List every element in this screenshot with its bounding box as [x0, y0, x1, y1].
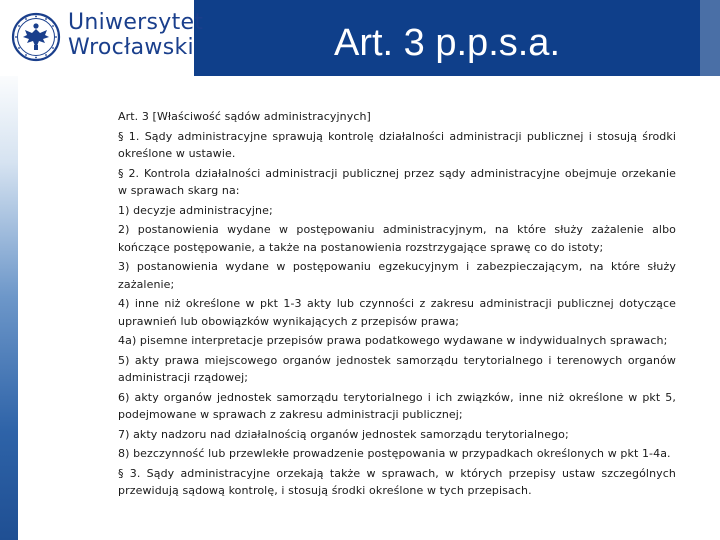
university-name-line2: Wrocławski: [68, 35, 194, 60]
paragraph-2: § 2. Kontrola działalności administracji publicznej przez sądy administracyjne obejmuje orzekanie w sprawach skarg na:: [118, 166, 676, 197]
list-item-3: 3) postanowienia wydane w postępowaniu egzekucyjnym i zabezpieczającym, na które służy zażalenie;: [118, 260, 676, 291]
list-item-1: 1) decyzje administracyjne;: [118, 203, 273, 217]
slide-title: Art. 3 p.p.s.a.: [334, 22, 560, 64]
list-item-5: 5) akty prawa miejscowego organów jednostek samorządu terytorialnego i terenowych organów administracji rządowej;: [118, 353, 676, 384]
article-heading: Art. 3 [Właściwość sądów administracyjnych]: [118, 110, 371, 123]
university-name: [68, 10, 203, 60]
list-item-2: 2) postanowienia wydane w postępowaniu administracyjnym, na które służy zażalenie albo kończące postępowanie, a także na postanowienia rozstrzygające sprawę co do istoty;: [118, 223, 676, 254]
list-item-8: 8) bezczynność lub przewlekłe prowadzenie postępowania w przypadkach określonych w pkt 1-4a.: [118, 447, 671, 460]
paragraph-1: § 1. Sądy administracyjne sprawują kontrolę działalności administracji publicznej i stosują środki określone w ustawie.: [118, 129, 676, 160]
list-item-4a: 4a) pisemne interpretacje przepisów prawa podatkowego wydawane w indywidualnych sprawach;: [118, 334, 668, 347]
header-right-edge: [700, 0, 720, 76]
list-item-4: 4) inne niż określone w pkt 1-3 akty lub czynności z zakresu administracji publicznej dotyczące uprawnień lub obowiązków wynikających z przepisów prawa;: [118, 297, 676, 328]
list-item-6: 6) akty organów jednostek samorządu terytorialnego i ich związków, inne niż określone w pkt 5, podejmowane w sprawach z zakresu administracji publicznej;: [118, 390, 676, 421]
university-seal-icon: [11, 12, 61, 62]
university-logo: [0, 0, 204, 76]
article-text: [118, 108, 676, 502]
university-name-line1: Uniwersytet: [68, 10, 204, 35]
paragraph-3: § 3. Sądy administracyjne orzekają także w sprawach, w których przepisy ustaw szczególnych przewidują sądową kontrolę, i stosują środki określone w tych przepisach.: [118, 466, 676, 497]
list-item-7: 7) akty nadzoru nad działalnością organów jednostek samorządu terytorialnego;: [118, 427, 569, 441]
left-gradient-band: [0, 0, 18, 540]
